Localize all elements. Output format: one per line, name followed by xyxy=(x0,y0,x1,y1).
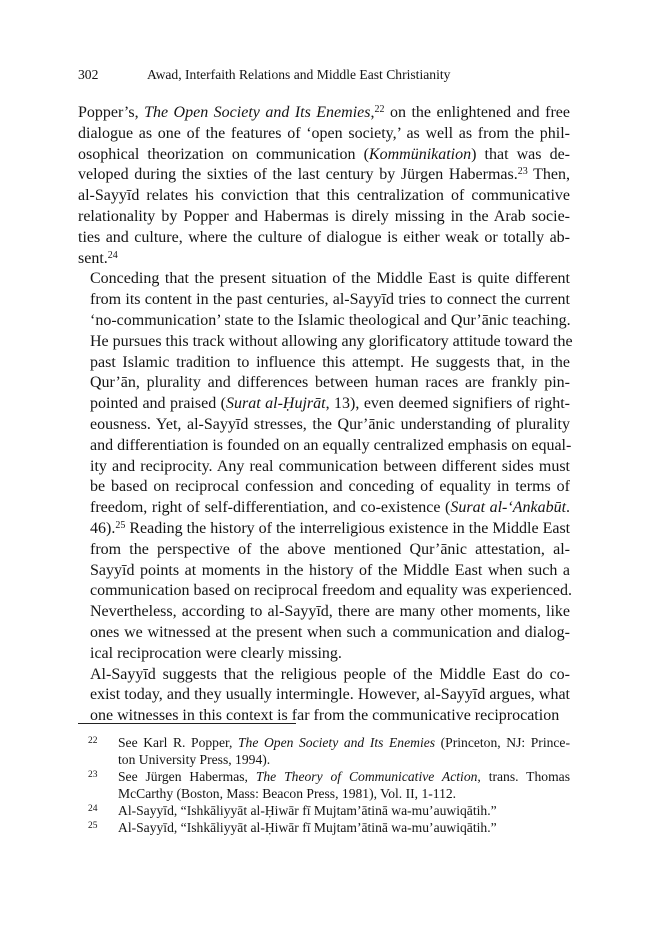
footnote-line: See Jürgen Habermas, The Theory of Communicative Action, trans. Thomas xyxy=(118,769,570,784)
text-line: and differentiation is founded on an equally centralized emphasis on equal- xyxy=(90,436,572,454)
text-line: Popper’s, The Open Society and Its Enemies,$^{22}$ on the enlightened and free xyxy=(78,104,571,121)
footnote-separator xyxy=(78,723,296,724)
footnote xyxy=(88,802,570,819)
text-line: freedom, right of self-differentiation, and co-existence (Surat al-‘Ankabūt. xyxy=(90,499,571,517)
text-line: from its content in the past centuries, al-Sayyīd tries to connect the current xyxy=(90,291,570,309)
text-line: ones we witnessed at the present when such a communication and dialog- xyxy=(90,623,570,641)
footnote-line: Al-Sayyīd, “Ishkāliyyāt al-Ḥiwār fī Mujtam’ātinā wa-mu’auwiqātih.” xyxy=(118,820,497,835)
footnote-number: 23 xyxy=(88,770,98,780)
text-line: 46).$^{25}$ Reading the history of the interreligious existence in the Middle East xyxy=(90,519,571,537)
text-line: Qur’ān, plurality and differences between human races are frankly pin- xyxy=(90,374,570,392)
text-line: Conceding that the present situation of the Middle East is quite different xyxy=(90,270,570,288)
footnote-line: McCarthy (Boston, Mass: Beacon Press, 1981), Vol. II, 1-112. xyxy=(118,786,457,801)
text-line: al-Sayyīd relates his conviction that this centralization of communicative xyxy=(78,187,570,205)
text-line: ity and reciprocity. Any real communication between different sides must xyxy=(90,457,570,475)
footnotes xyxy=(88,734,570,836)
text-line: Nevertheless, according to al-Sayyīd, there are many other moments, like xyxy=(90,603,570,621)
text-line: osophical theorization on communication (Kommünikation) that was de- xyxy=(78,145,570,163)
paragraph xyxy=(78,103,570,269)
text-line: communication based on reciprocal freedom and equality was experienced. xyxy=(90,582,573,600)
text-line: relationality by Popper and Habermas is direly missing in the Arab socie- xyxy=(78,207,570,225)
footnote-number: 25 xyxy=(88,821,98,831)
footnote-number: 24 xyxy=(88,804,98,814)
text-line: be based on reciprocal confession and conceding of equality in terms of xyxy=(90,478,570,496)
text-line: ties and culture, where the culture of dialogue is either weak or totally ab- xyxy=(78,228,570,246)
text-line: veloped during the sixties of the last century by Jürgen Habermas.$^{23}$ Then, xyxy=(78,166,570,184)
running-head: Awad, Interfaith Relations and Middle East Christianity xyxy=(147,67,451,82)
footnote xyxy=(88,768,570,802)
text-line: Al-Sayyīd suggests that the religious people of the Middle East do co- xyxy=(90,665,570,683)
text-line: He pursues this track without allowing any glorificatory attitude toward the xyxy=(90,332,573,350)
text-line: pointed and praised (Surat al-Ḥujrāt, 13), even deemed signifiers of right- xyxy=(90,395,571,413)
text-line: past Islamic tradition to influence this attempt. He suggests that, in the xyxy=(90,353,570,371)
page-number: 302 xyxy=(78,67,99,82)
footnote-number: 22 xyxy=(88,736,98,746)
paragraph xyxy=(78,269,573,664)
footnote-line: Al-Sayyīd, “Ishkāliyyāt al-Ḥiwār fī Mujtam’ātinā wa-mu’auwiqātih.” xyxy=(118,803,497,818)
text-line: one witnesses in this context is far from the communicative reciprocation xyxy=(90,707,560,725)
paragraph xyxy=(78,665,570,727)
text-line: exist today, and they usually intermingle. However, al-Sayyīd argues, what xyxy=(90,686,570,704)
text-line: ical reciprocation were clearly missing. xyxy=(90,644,342,662)
footnote-line: ton University Press, 1994). xyxy=(118,752,271,767)
body-text xyxy=(78,103,573,727)
footnote xyxy=(88,819,570,836)
footnote-line: See Karl R. Popper, The Open Society and Its Enemies (Princeton, NJ: Prince- xyxy=(118,735,570,750)
text-line: ‘no-communication’ state to the Islamic theological and Qur’ānic teaching. xyxy=(90,311,571,329)
text-line: sent.$^{24}$ xyxy=(78,249,118,267)
text-line: eousness. Yet, al-Sayyīd stresses, the Qur’ānic understanding of plurality xyxy=(90,415,570,433)
footnote xyxy=(88,734,570,768)
text-line: Sayyīd points at moments in the history of the Middle East when such a xyxy=(90,561,570,579)
text-line: from the perspective of the above mentioned Qur’ānic attestation, al- xyxy=(90,540,570,558)
text-line: dialogue as one of the features of ‘open society,’ as well as from the phil- xyxy=(78,124,570,142)
